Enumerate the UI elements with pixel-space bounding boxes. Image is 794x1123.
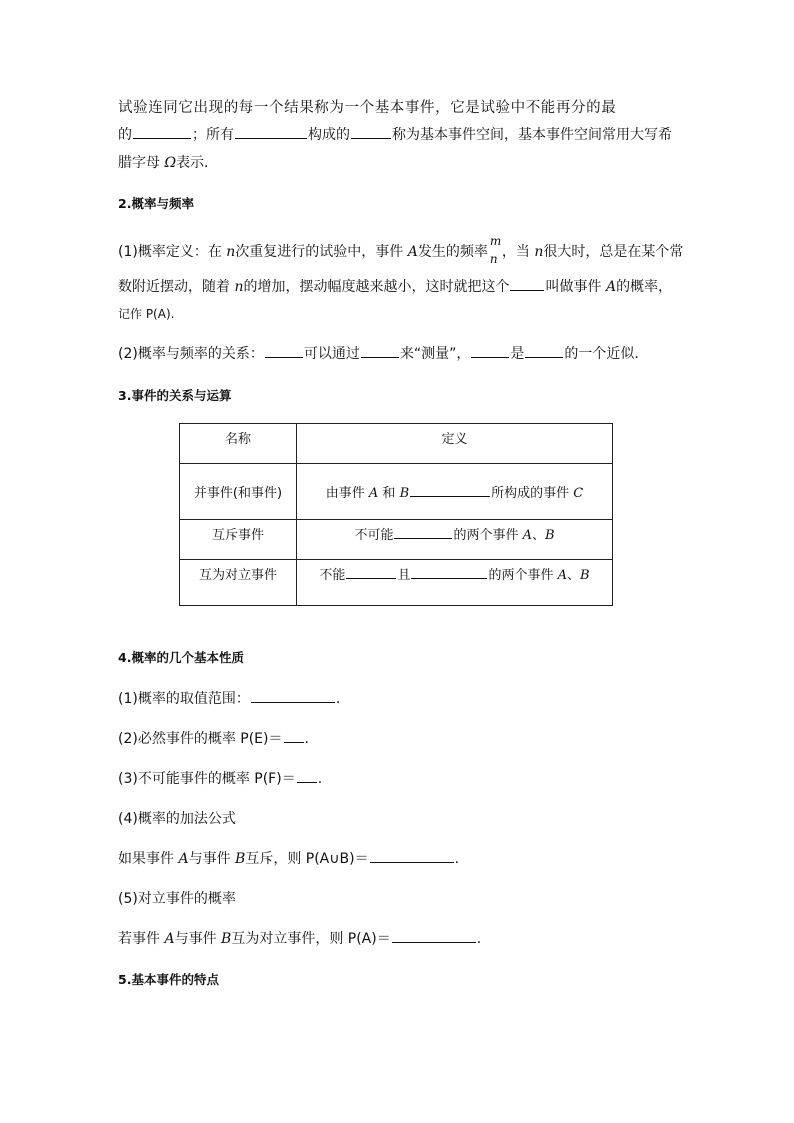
property-4-formula xyxy=(118,848,459,868)
table-row xyxy=(180,464,613,520)
text: 若事件 xyxy=(118,931,165,947)
section-heading-4: 4.概率的几个基本性质 xyxy=(118,650,244,665)
text: 的增加，摆动幅度越来越小，这时就把这个 xyxy=(243,279,510,295)
table-row xyxy=(180,560,613,606)
property-4: (4)概率的加法公式 xyxy=(118,811,236,827)
text: 与事件 xyxy=(188,851,236,867)
var-B: B xyxy=(580,568,590,583)
var-B: B xyxy=(221,931,232,947)
text: 很大时，总是在某个常 xyxy=(543,244,684,260)
intro-line-3 xyxy=(118,152,209,172)
text: ；所有 xyxy=(192,127,234,143)
fill-blank xyxy=(265,356,303,358)
text: (3)不可能事件的概率 P(F)＝ xyxy=(118,771,296,787)
fill-blank xyxy=(525,356,563,358)
fill-blank xyxy=(346,577,396,579)
var-A: A xyxy=(407,244,418,260)
fraction-m-over-n xyxy=(488,234,502,268)
event-relations-table xyxy=(179,423,613,606)
text: 的两个事件 xyxy=(488,568,558,583)
text: 称为基本事件空间，基本事件空间常用大写希 xyxy=(392,127,672,143)
var-A: A xyxy=(178,851,189,867)
property-5: (5)对立事件的概率 xyxy=(118,891,236,907)
var-n: n xyxy=(234,279,244,295)
text: 来“测量”， xyxy=(399,346,471,362)
intro-line-2 xyxy=(118,124,672,144)
text: 如果事件 xyxy=(118,851,179,867)
definition-line-2 xyxy=(118,276,672,296)
definition-cell xyxy=(297,464,613,520)
section-heading-3: 3.事件的关系与运算 xyxy=(118,388,232,403)
fill-blank xyxy=(297,781,317,783)
var-B: B xyxy=(399,486,410,501)
text: . xyxy=(304,731,309,747)
header-cell: 定义 xyxy=(297,424,613,464)
var-A: A xyxy=(368,486,379,501)
property-5-formula xyxy=(118,928,481,948)
var-B: B xyxy=(235,851,246,867)
name-cell: 互斥事件 xyxy=(180,520,297,560)
text: 和 xyxy=(378,486,400,501)
text: 所构成的事件 xyxy=(491,486,574,501)
var-B: B xyxy=(545,528,555,543)
var-A: A xyxy=(522,528,532,543)
text: 数附近摆动，随着 xyxy=(118,279,235,295)
text: . xyxy=(335,691,341,707)
property-3 xyxy=(118,768,322,788)
fill-blank xyxy=(411,577,487,579)
text: . xyxy=(454,851,460,867)
fill-blank xyxy=(133,137,191,139)
text: 的概率， xyxy=(616,279,673,295)
text: 且 xyxy=(397,568,411,583)
property-2 xyxy=(118,728,309,748)
intro-line-1 xyxy=(118,96,616,117)
text: 叫做事件 xyxy=(545,279,606,295)
fill-blank xyxy=(284,741,304,743)
section-heading-2: 2.概率与频率 xyxy=(118,196,194,211)
text: 腊字母 xyxy=(118,155,165,171)
omega-symbol: Ω xyxy=(164,155,177,171)
header-cell: 名称 xyxy=(180,424,297,464)
fill-blank xyxy=(471,356,509,358)
definition-cell xyxy=(297,560,613,606)
name-cell: 并事件(和事件) xyxy=(180,464,297,520)
fill-blank xyxy=(394,537,452,539)
text: 互斥，则 P(A∪B)＝ xyxy=(245,851,369,867)
text: 、 xyxy=(566,568,580,583)
var-n: n xyxy=(226,244,236,260)
text: 次重复进行的试验中，事件 xyxy=(235,244,408,260)
relation-line xyxy=(118,343,639,363)
numerator: m xyxy=(489,234,502,248)
text: 的两个事件 xyxy=(453,528,523,543)
definition-line-3: 记作 P(A). xyxy=(118,307,175,321)
property-1 xyxy=(118,688,340,708)
fill-blank xyxy=(510,289,544,291)
text: 构成的 xyxy=(308,127,350,143)
text: . xyxy=(476,931,482,947)
fill-blank xyxy=(392,941,476,943)
denominator: n xyxy=(489,252,498,266)
table-row xyxy=(180,520,613,560)
fill-blank xyxy=(370,861,454,863)
text: . xyxy=(317,771,323,787)
text: 由事件 xyxy=(325,486,369,501)
text: (1)概率定义：在 xyxy=(118,244,227,260)
intro-text: 试验连同它出现的每一个结果称为一个基本事件，它是试验中不能再分的最 xyxy=(118,100,617,116)
text: 表示. xyxy=(176,155,209,171)
definition-cell xyxy=(297,520,613,560)
text: 互为对立事件，则 P(A)＝ xyxy=(231,931,391,947)
text: (2)概率与频率的关系： xyxy=(118,346,264,362)
text: 可以通过 xyxy=(303,346,360,362)
var-A: A xyxy=(605,279,617,295)
fill-blank xyxy=(235,137,307,139)
text: (2)必然事件的概率 P(E)＝ xyxy=(118,731,283,747)
definition-line-1 xyxy=(118,234,684,268)
text: 发生的频率 xyxy=(417,244,488,260)
text: (1)概率的取值范围： xyxy=(118,691,250,707)
text: 、 xyxy=(531,528,545,543)
fill-blank xyxy=(251,701,335,703)
fill-blank xyxy=(351,137,391,139)
text: ，当 xyxy=(501,244,535,260)
section-heading-5: 5.基本事件的特点 xyxy=(118,972,219,987)
fill-blank xyxy=(361,356,399,358)
text: 的 xyxy=(118,127,132,143)
fill-blank xyxy=(410,495,490,497)
text: 是 xyxy=(510,346,525,362)
text: 的一个近似. xyxy=(564,346,639,362)
text: 不可能 xyxy=(354,528,394,543)
var-A: A xyxy=(557,568,567,583)
name-cell: 互为对立事件 xyxy=(180,560,297,606)
text: 不能 xyxy=(319,568,346,583)
var-C: C xyxy=(573,486,584,501)
var-A: A xyxy=(164,931,175,947)
table-header-row xyxy=(180,424,613,464)
var-n: n xyxy=(534,244,544,260)
text: 与事件 xyxy=(174,931,222,947)
